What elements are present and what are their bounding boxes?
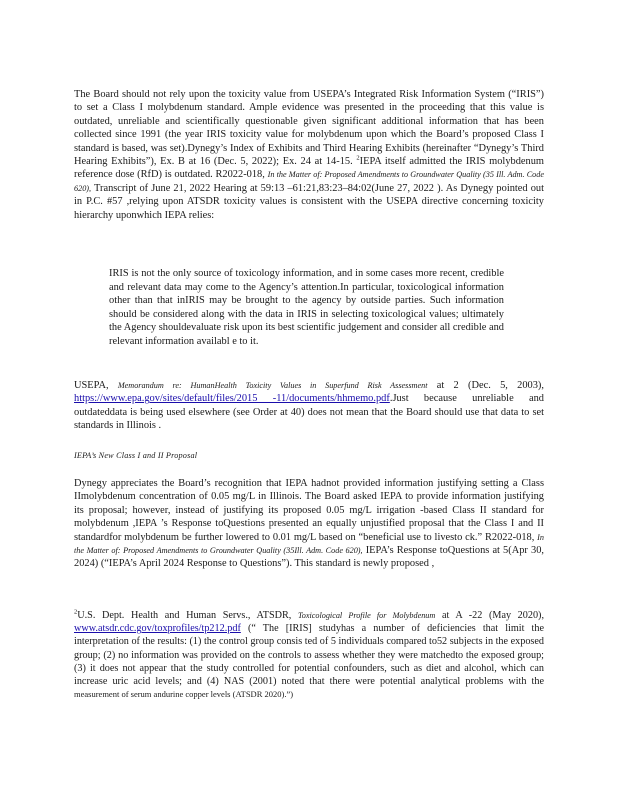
- memo-citation: Memorandum re: HumanHealth Toxicity Values in Superfund Risk Assessment: [117, 381, 428, 390]
- paragraph-text: Transcript of June 21, 2022 Hearing at 59:13 –61:21,83:23–84:02(June 27, 2022 ). As Dynegy pointed out in P.C. #57 ,relying upon ATSDR toxicity values is consistent with the USEPA directive concerning toxicity hierarchy uponwhich IEPA relies:: [74, 182, 544, 221]
- paragraph-text: IEPA itself admitted the IRIS molybdenum reference dose (RfD) is outdated. R2022-018,: [74, 156, 544, 181]
- paragraph-text: .Just because unreliable and outdateddata is being used elsewhere (see Order at 40) does not mean that the Board should use that data to set standards in Illinois .: [74, 393, 544, 432]
- epa-memo-link[interactable]: https://www.epa.gov/sites/default/files/2015 -11/documents/hhmemo.pdf: [74, 393, 390, 405]
- atsdr-link[interactable]: www.atsdr.cdc.gov/toxprofiles/tp212.pdf: [74, 623, 241, 635]
- section-heading: IEPA’s New Class I and II Proposal: [74, 451, 198, 460]
- footnote-marker[interactable]: 2: [356, 154, 360, 162]
- paragraph-text: USEPA,: [74, 380, 109, 391]
- case-citation: In the Matter of: Proposed Amendments to Groundwater Quality (35 Ill. Adm. Code 620),: [74, 170, 544, 193]
- footnote-text-small: measurement of serum andurine copper levels (ATSDR 2020).”): [74, 689, 294, 700]
- paragraph-usepa-memo: [74, 379, 544, 433]
- footnote-number: 2: [74, 608, 78, 616]
- block-quote: IRIS is not the only source of toxicology information, and in some cases more recent, credible and relevant data may come to the Agency’s attention.In particular, toxicological information other than that inIRIS may be brought to the agency by outside parties. Such information should be considered along with the data in IRIS in selecting toxicological values; ultimately the Agency shouldevaluate risk upon its best scientific judgement and consider all credible and relevant information availabl e to it.: [109, 268, 504, 347]
- profile-citation: Toxicological Profile for Molybdenum: [297, 611, 436, 620]
- footnote-text: U.S. Dept. Health and Human Servs., ATSDR,: [77, 610, 292, 621]
- paragraph-text: Dynegy appreciates the Board’s recognition that IEPA hadnot provided information justifying setting a Class IImolybdenum concentration of 0.05 mg/L in Illinois. The Board asked IEPA to provide information justifying its proposal; however, instead of justifying its proposed 0.05 mg/L irrigation -based Class II standard for molybdenum ,IEPA ’s Response toQuestions presented an equally unjustified proposal that the Class I and II standardfor molybdenum be further lowered to 0.01 mg/L based on “beneficial use to livesto ck.” R2022-018,: [74, 478, 544, 543]
- footnote-text: at A -22 (May 2020),: [441, 610, 544, 621]
- footnote: [74, 609, 544, 701]
- paragraph-iris-outdated: [74, 88, 544, 222]
- paragraph-class-ii-proposal: [74, 477, 544, 571]
- paragraph-text: IEPA’s Response toQuestions at 5(Apr 30, 2024) (“IEPA’s April 2024 Response to Questions”). This standard is newly proposed ,: [74, 545, 544, 570]
- paragraph-text: at 2 (Dec. 5, 2003),: [436, 380, 544, 391]
- paragraph-text: The Board should not rely upon the toxicity value from USEPA’s Integrated Risk Information System (“IRIS”) to set a Class I molybdenum standard. Ample evidence was presented in the proceeding that this value is outdated, unreliable and scientifically questionable given significant additional information that has been collected since 1991 (the year IRIS toxicity value for molybdenum upon which the Board’s proposed Class I standard is based, was set).Dynegy’s Index of Exhibits and Third Hearing Exhibits (hereinafter “Dynegy’s Third Hearing Exhibits”), Ex. B at 16 (Dec. 5, 2022); Ex. 24 at 14-15.: [74, 89, 544, 168]
- case-citation: In the Matter of: Proposed Amendments to Groundwater Quality (35Ill. Adm. Code 620),: [74, 532, 544, 556]
- footnote-text: (“ The [IRIS] studyhas a number of deficiencies that limit the interpretation of the results: (1) the control group consis ted of 5 individuals compared to52 subjects in the exposed group; (2) no information was provided on the controls to assess whether they were matchedto the exposed group; (3) it does not appear that the study controlled for potential confounders, such as diet and alcohol, which can increase uric acid levels; and (4) NAS (2001) noted that there were potential analytical problems with the: [74, 623, 544, 688]
